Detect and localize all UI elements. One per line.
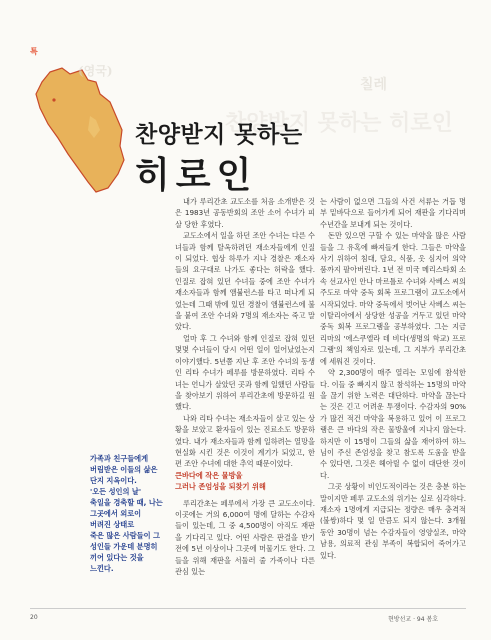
article-column-1	[175, 196, 315, 577]
article-title	[135, 116, 465, 198]
section-subheading: 큰바다에 작은 물방울	[175, 470, 243, 480]
section-subheading: 그러나 존엄성을 되찾기 위해	[175, 482, 266, 492]
body-paragraph: 얼마 후 그 수녀와 함께 인질로 잡혀 있던 몇몇 수녀들이 당시 어떤 일이 일어났었는지 이야기했다. 5년쯤 지난 후 조안 수녀의 동생인 리타 수녀가 페루를 방문하였다. 리타 수녀는 언니가 살았던 곳과 함께 일했던 사람들을 찾아보기 위하여 루리간초에 방문하길 원했다.	[175, 333, 315, 412]
pull-quote-line: 느낀다.	[90, 564, 114, 573]
article-subtitle: 찬양받지 못하는	[135, 121, 303, 148]
sidebar-pull-quote	[90, 453, 168, 574]
pull-quote-line: 그곳에서 외로이	[90, 509, 142, 518]
body-paragraph: 나와 리타 수녀는 재소자들이 살고 있는 상황을 보았고 환자들이 있는 진료소도 방문하였다. 내가 재소자들과 함께 일하려는 열망을 현실화 시킨 것은 이것이 계기가 되었고, 한편 조안 수녀에 대한 추억 때문이었다.	[175, 413, 315, 469]
issue-label: 현방선교 · 94 봄호	[388, 616, 439, 623]
pull-quote-line: 죽은 많은 사람들이 그	[90, 531, 160, 540]
body-paragraph: 약 2,300명이 매주 열리는 모임에 참석한다. 이들 중 빠지지 않고 참석하는 15명의 마약을 끊기 위한 노력은 대단하다. 마약을 끊는다는 것은 긴고 어려운 투쟁이다. 수감자의 90%가 많건 적건 마약을 복용하고 있어 이 프로그램은 큰 바다의 작은 물방울에 지나지 않는다. 하지만 이 15명이 그들의 삶을 재어하여 하느님이 주신 존엄성을 찾고 참도록 도움을 받을 수 있다면, 그것은 헤아릴 수 없이 대단한 것이다.	[320, 368, 466, 480]
ghost-text-top: (영국)	[78, 64, 113, 78]
article-main-title: 히로인	[135, 154, 258, 196]
pull-quote-line: 단지 지옥이다.	[90, 476, 137, 485]
body-paragraph: 교도소에서 일을 하던 조안 수녀는 다른 수녀들과 함께 탈옥하려던 재소자들에게 인질이 되었다. 협상 하루가 지나 경찰은 재소자들의 요구대로 나가도 좋다는 허락을 했다. 인질로 잡혀 있던 수녀들 중에 조안 수녀가 재소자들과 함께 앰뷸런스를 타고 떠나게 되었는데 그때 밖에 있던 경찰이 앰뷸런스에 불을 붙여 조안 수녀와 7명의 재소자는 죽고 말았다.	[175, 231, 315, 332]
pull-quote-line: 축일을 경축할 때, 나는	[90, 498, 163, 507]
pull-quote-line: 끼어 있다는 것을	[90, 553, 144, 562]
page-number: 20	[30, 614, 38, 621]
section-mark: 특	[30, 47, 38, 56]
footer-rule	[30, 608, 466, 609]
pull-quote-line: 버려진 상태로	[90, 520, 135, 529]
ghost-text-mid: 칠레	[360, 77, 388, 93]
peru-map-illustration	[30, 64, 128, 196]
pull-quote-line: 가족과 친구들에게	[90, 454, 149, 463]
pull-quote-line: 성인들 가운데 분명히	[90, 542, 158, 551]
body-paragraph: 루리간초는 페루에서 가장 큰 교도소이다. 이곳에는 거의 6,000여 명에 달하는 수감자들이 있는데, 그 중 4,500명이 아직도 재판을 기다리고 있다. 어떤 사람은 판결을 받기 전에 5년 이상이나 그곳에 머물기도 한다. 그들을 위해 재판을 서둘러 줄 가족이나 다른 관심 있는	[175, 498, 315, 576]
pull-quote-line: '오든 성인의 날'	[90, 487, 142, 496]
body-paragraph: 돈만 있으면 구할 수 있는 마약을 많은 사람들을 그 유혹에 빠져들게 한다. 그들은 마약을 사기 위하여 침대, 담요, 식품, 옷 심지어 의약품까지 팔아버린다. 1년 전 미국 메리스타회 소속 선교사인 안나 마르틀로 수녀와 사베스 씨의 주도로 마약 중독 회복 프로그램이 교도소에서 시작되었다. 마약 중독에서 벗어난 사베스 씨는 이탈리아에서 상당한 성공을 거두고 있던 마약 중독 회복 프로그램을 공부하였다. 그는 지금 리마의 '에스쿠엘라 데 비다(생명의 학교) 프로그램'의 책임자로 있는데, 그 지부가 루리간초에 세워진 것이다.	[320, 231, 466, 366]
article-column-2	[320, 196, 466, 561]
body-paragraph: 는 사람이 없으면 그들의 사건 서류는 거듭 명부 밑바닥으로 들어가게 되어 재판을 기다리며 수년간을 보내게 되는 것이다.	[320, 197, 466, 229]
ghost-title-background: 찬양받지 못하는 히로인	[225, 110, 453, 136]
pull-quote-line: 버림받은 이들의 삶은	[90, 465, 158, 474]
body-paragraph: 내가 루리간초 교도소를 처음 소개받은 것은 1983년 공동반회의 조안 소어 수녀가 피살 당한 후였다.	[175, 197, 315, 229]
body-paragraph: 그곳 상황이 비인도적이라는 것은 충분 하는 말이지만 페루 교도소의 위기는 실로 심각하다. 재소자 1명에게 지급되는 정량은 매우 충격적(불쌍)하다 몇 일 만큼도 되지 않는다. 3개월 동안 30명이 넘는 수감자들이 영양실조, 마약 남용, 의료적 관심 부족이 복합되어 죽어가고 있다.	[320, 482, 466, 560]
